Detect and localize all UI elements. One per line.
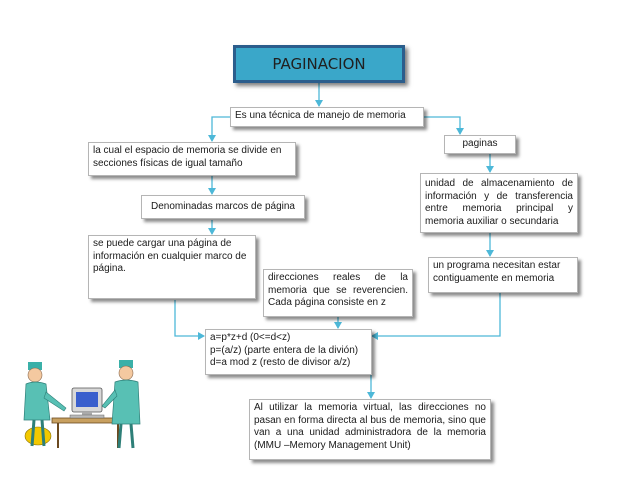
page-frames-box: Denominadas marcos de página [141, 195, 305, 219]
formula-line: d=a mod z (resto de divisor a/z) [210, 357, 351, 368]
formula-line: p=(a/z) (parte entera de la divión) [210, 344, 359, 356]
connector-load-formulas [175, 300, 204, 336]
program-box: un programa necesitan estar contiguamente en memoria [428, 257, 578, 293]
definition-box: Es una técnica de manejo de memoria [230, 107, 424, 127]
storage-unit-box: unidad de almacenamiento de información y de transferencia entre memoria principal y memoria auxiliar o secundaria [420, 173, 578, 233]
load-page-box: se puede cargar una página de información en cualquier marco de página. [88, 235, 256, 299]
addresses-box: direcciones reales de la memoria que se reverencien. Cada página consiste en z [263, 269, 413, 317]
connector-definition-space [212, 117, 230, 141]
connector-definition-pages [424, 117, 460, 134]
doctors-computer-clipart [22, 358, 144, 452]
page-title: PAGINACION [233, 45, 405, 83]
virtual-memory-box: Al utilizar la memoria virtual, las direcciones no pasan en forma directa al bus de memoria, sino que van a una unidad administradora de la memoria (MMU –Memory Management Unit) [249, 399, 491, 460]
space-division-box: la cual el espacio de memoria se divide en secciones físicas de igual tamaño [88, 142, 296, 176]
formulas-box [205, 329, 372, 375]
formula-line: a=p*z+d (0<=d<z) [210, 332, 291, 343]
pages-box: paginas [444, 135, 516, 154]
